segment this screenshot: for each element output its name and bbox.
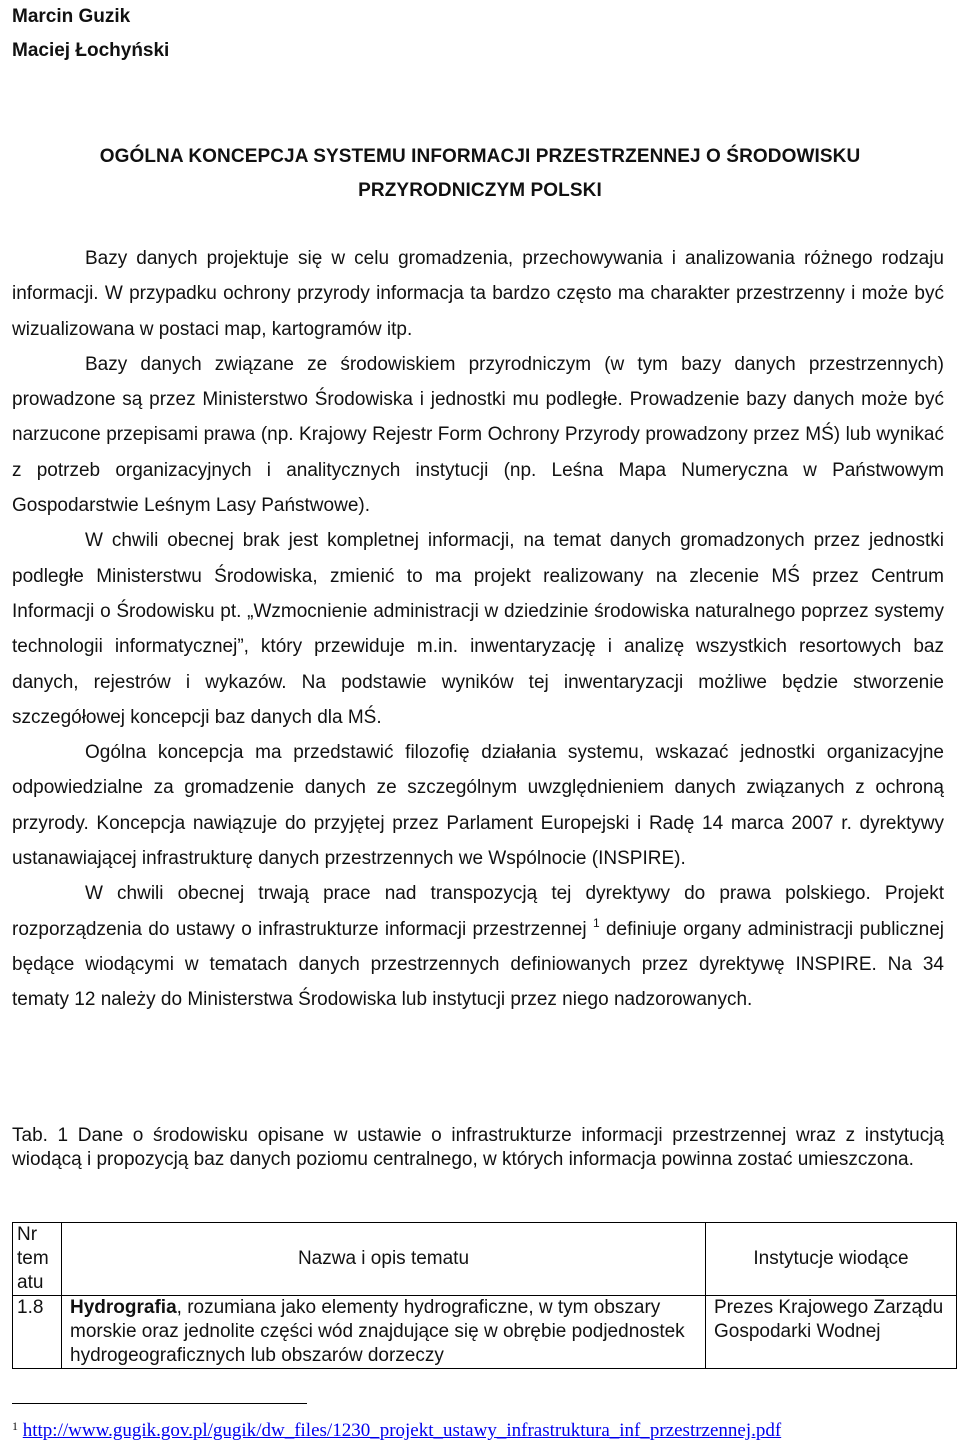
topic-name: Hydrografia: [70, 1297, 177, 1318]
header-cell-name: Nazwa i opis tematu: [62, 1223, 706, 1296]
title-line: OGÓLNA KONCEPCJA SYSTEMU INFORMACJI PRZESTRZENNEJ O ŚRODOWISKU: [99, 146, 861, 167]
footnote: [12, 1414, 781, 1443]
table-row: [13, 1296, 957, 1369]
footnote-reference[interactable]: 1: [592, 915, 600, 930]
cell-institution: Prezes Krajowego Zarządu Gospodarki Wodnej: [706, 1296, 957, 1369]
paragraph: Ogólna koncepcja ma przedstawić filozofię działania systemu, wskazać jednostki organizacyjne odpowiedzialne za gromadzenie danych ze szczególnym uwzględnieniem danych związanych z ochroną przyrody. Koncepcja nawiązuje do przyjętej przez Parlament Europejski i Radę 14 marca 2007 r. dyrektywy ustanawiającej infrastrukturę danych przestrzennych we Wspólnocie (INSPIRE).: [12, 742, 944, 870]
footnote-link[interactable]: http://www.gugik.gov.pl/gugik/dw_files/1230_projekt_ustawy_infrastruktura_inf_przestrzennej.pdf: [22, 1420, 782, 1441]
table-header-row: [13, 1223, 957, 1296]
header-cell-institution: Instytucje wiodące: [706, 1223, 957, 1296]
paragraph-text: definiuje organy administracji publicznej będące wiodącymi w tematach danych przestrzennych definiowanych przez dyrektywę INSPIRE. Na 34 tematy 12 należy do Ministerstwa Środowiska lub instytucji przez niego nadzorowanych.: [12, 918, 945, 1011]
document-title: [0, 140, 960, 208]
topics-table: [12, 1222, 957, 1369]
authors-block: [12, 0, 169, 68]
body-text: [12, 241, 944, 1018]
paragraph: [12, 876, 944, 1017]
title-line: PRZYRODNICZYM POLSKI: [358, 180, 602, 201]
paragraph-text: W chwili obecnej trwają prace nad transpozycją tej dyrektywy do prawa polskiego. Projekt rozporządzenia do ustawy o infrastrukturze informacji przestrzennej: [12, 883, 944, 940]
author-name: Maciej Łochyński: [12, 40, 170, 61]
cell-nr: 1.8: [13, 1296, 62, 1369]
table-caption: Tab. 1 Dane o środowisku opisane w ustawie o infrastrukturze informacji przestrzennej wraz z instytucją wiodącą i propozycją baz danych poziomu centralnego, w których informacja powinna zostać umieszczona.: [12, 1125, 944, 1170]
header-cell-nr: Nr tem atu: [13, 1223, 62, 1296]
paragraph: Bazy danych związane ze środowiskiem przyrodniczym (w tym bazy danych przestrzennych) prowadzone są przez Ministerstwo Środowiska i jednostki mu podległe. Prowadzenie bazy danych może być narzucone przepisami prawa (np. Krajowy Rejestr Form Ochrony Przyrody prowadzony przez MŚ) lub wynikać z potrzeb organizacyjnych i analitycznych instytucji (np. Leśna Mapa Numeryczna w Państwowym Gospodarstwie Leśnym Lasy Państwowe).: [12, 353, 944, 517]
cell-topic: [62, 1296, 706, 1369]
author-name: Marcin Guzik: [12, 6, 131, 27]
paragraph: Bazy danych projektuje się w celu gromadzenia, przechowywania i analizowania różnego rodzaju informacji. W przypadku ochrony przyrody informacja ta bardzo często ma charakter przestrzenny i może być wizualizowana w postaci map, kartogramów itp.: [12, 248, 944, 340]
paragraph: W chwili obecnej brak jest kompletnej informacji, na temat danych gromadzonych przez jednostki podległe Ministerstwu Środowiska, zmienić to ma projekt realizowany na zlecenie MŚ przez Centrum Informacji o Środowisku pt. „Wzmocnienie administracji w dziedzinie środowiska naturalnego poprzez systemy technologii informatycznej”, który przewiduje m.in. inwentaryzację i analizę wszystkich resortowych baz danych, rejestrów i wykazów. Na podstawie wyników tej inwentaryzacji możliwe będzie stworzenie szczegółowej koncepcji baz danych dla MŚ.: [12, 530, 944, 728]
topic-description: , rozumiana jako elementy hydrograficzne, w tym obszary morskie oraz jednolite części wód znajdujące się w obrębie podjednostek hydrogeograficznych lub obszarów dorzeczy: [70, 1297, 685, 1366]
footnote-mark: 1: [12, 1419, 18, 1433]
footnote-divider: [12, 1403, 307, 1404]
